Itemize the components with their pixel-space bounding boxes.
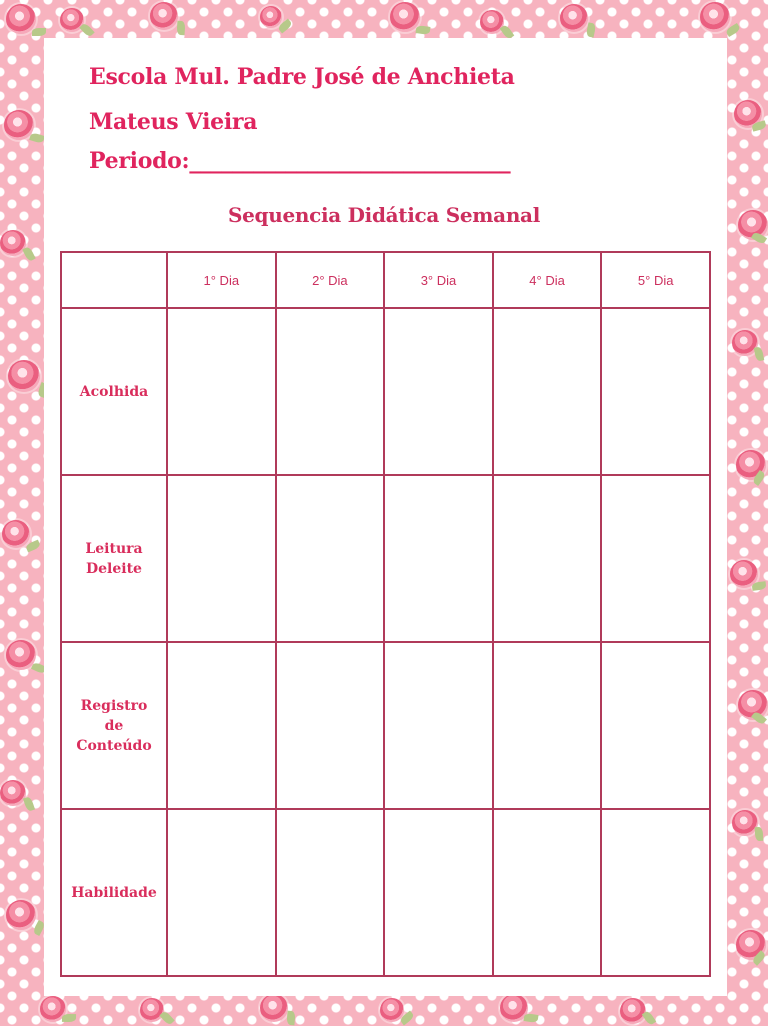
table-cell[interactable] [167, 642, 276, 809]
table-cell[interactable] [276, 809, 385, 976]
rose-decoration [0, 230, 26, 256]
leaf-decoration [29, 132, 45, 144]
table-cell[interactable] [384, 642, 493, 809]
column-header-day-4: 4° Dia [493, 252, 602, 308]
leaf-decoration [286, 1011, 295, 1026]
table-row [61, 809, 710, 976]
rose-decoration [6, 900, 36, 930]
leaf-decoration [177, 21, 186, 36]
row-label-registro-conteudo [61, 642, 167, 809]
rose-decoration [560, 4, 588, 32]
rose-decoration [700, 2, 730, 32]
table-cell[interactable] [276, 308, 385, 475]
leaf-decoration [23, 796, 35, 812]
row-label-text: Habilidade [71, 884, 157, 901]
row-label-leitura-deleite [61, 475, 167, 642]
table-cell[interactable] [384, 809, 493, 976]
table-corner-cell [61, 252, 167, 308]
table-cell[interactable] [493, 809, 602, 976]
table-cell[interactable] [276, 642, 385, 809]
leaf-decoration [62, 1014, 76, 1022]
rose-decoration [260, 994, 288, 1022]
rose-decoration [6, 4, 36, 34]
weekly-sequence-table [60, 251, 711, 977]
rose-decoration [8, 360, 40, 392]
leaf-decoration [752, 581, 767, 591]
table-cell[interactable] [601, 475, 710, 642]
rose-decoration [620, 998, 646, 1024]
leaf-decoration [32, 28, 46, 36]
table-cell[interactable] [384, 308, 493, 475]
column-header-day-5: 5° Dia [601, 252, 710, 308]
table-row [61, 308, 710, 475]
table-cell[interactable] [276, 475, 385, 642]
table-cell[interactable] [601, 308, 710, 475]
row-label-text: Leitura Deleite [85, 540, 143, 577]
leaf-decoration [586, 22, 597, 37]
leaf-decoration [754, 346, 765, 361]
table-cell[interactable] [167, 308, 276, 475]
rose-decoration [2, 520, 30, 548]
column-header-day-3: 3° Dia [384, 252, 493, 308]
rose-decoration [260, 6, 282, 28]
leaf-decoration [22, 246, 35, 262]
row-label-text: Registro de Conteúdo [76, 697, 152, 754]
column-header-day-2: 2° Dia [276, 252, 385, 308]
document-title: Sequencia Didática Semanal [227, 203, 541, 227]
table-row [61, 475, 710, 642]
row-label-habilidade [61, 809, 167, 976]
column-header-day-1: 1° Dia [167, 252, 276, 308]
table-cell[interactable] [601, 809, 710, 976]
table-header-row [61, 252, 710, 308]
leaf-decoration [79, 22, 94, 38]
rose-decoration [0, 780, 26, 806]
table-cell[interactable] [384, 475, 493, 642]
table-cell[interactable] [167, 475, 276, 642]
table-cell[interactable] [601, 642, 710, 809]
leaf-decoration [523, 1013, 538, 1023]
teacher-name: Mateus Vieira [89, 109, 258, 135]
leaf-decoration [416, 25, 431, 35]
leaf-decoration [755, 827, 764, 841]
table-cell[interactable] [167, 809, 276, 976]
period-field: Periodo:______________________________ [89, 148, 511, 174]
table-cell[interactable] [493, 475, 602, 642]
row-label-acolhida [61, 308, 167, 475]
school-name: Escola Mul. Padre José de Anchieta [89, 64, 515, 90]
table-row [61, 642, 710, 809]
row-label-text: Acolhida [79, 383, 149, 400]
table-cell[interactable] [493, 308, 602, 475]
rose-decoration [140, 998, 164, 1022]
table-cell[interactable] [493, 642, 602, 809]
rose-decoration [150, 2, 178, 30]
